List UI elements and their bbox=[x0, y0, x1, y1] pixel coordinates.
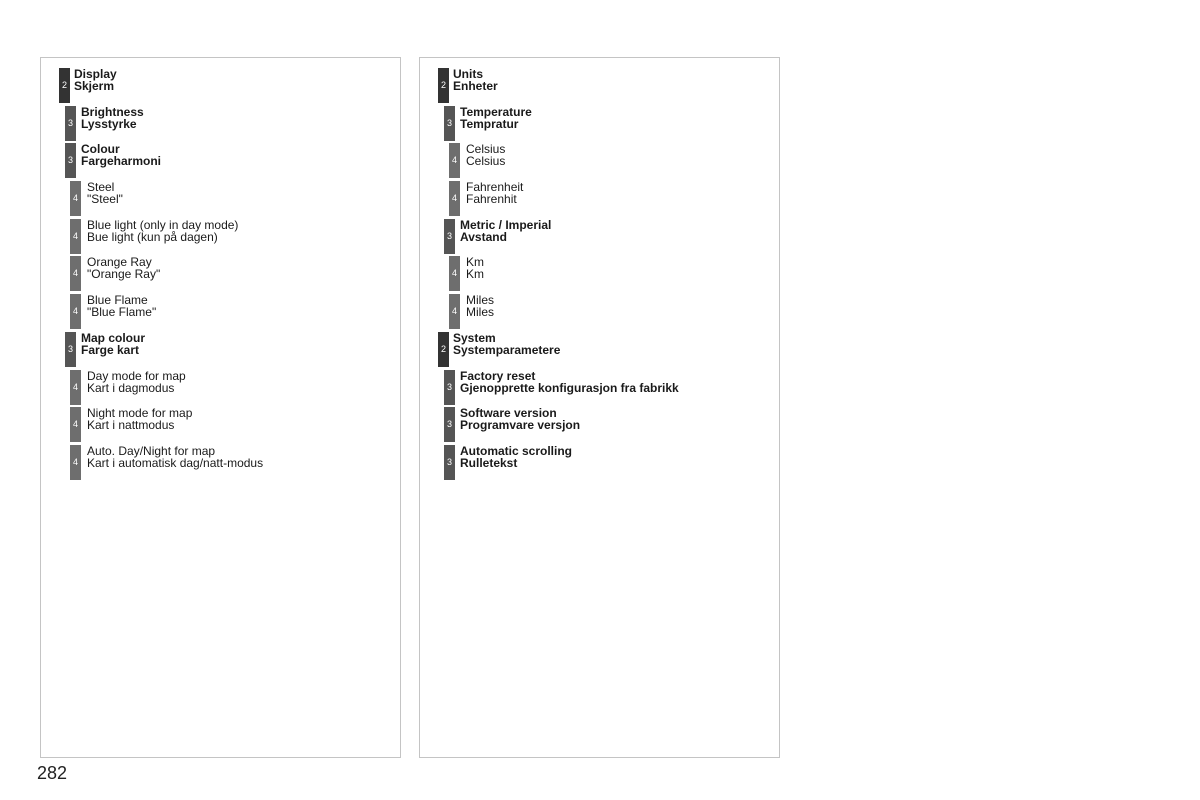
menu-item-text bbox=[81, 332, 145, 356]
menu-item-text bbox=[453, 68, 498, 92]
menu-item bbox=[41, 445, 400, 483]
menu-item-label-en: Night mode for map bbox=[87, 406, 193, 421]
menu-item-label-no: "Blue Flame" bbox=[87, 305, 157, 320]
menu-item-label-no: "Steel" bbox=[87, 192, 123, 207]
menu-item-label-en: Auto. Day/Night for map bbox=[87, 443, 216, 458]
menu-item-label-no: Enheter bbox=[453, 79, 498, 93]
menu-level-badge: 3 bbox=[65, 106, 76, 141]
menu-item-label-no: Rulletekst bbox=[460, 455, 518, 470]
menu-item-label-no: Gjenopprette konfigurasjon fra fabrikk bbox=[460, 380, 679, 395]
menu-item bbox=[41, 219, 400, 257]
menu-item bbox=[41, 256, 400, 294]
menu-item bbox=[41, 294, 400, 332]
menu-item-label-no: Kart i dagmodus bbox=[87, 380, 175, 395]
menu-item-label-no: Bue light (kun på dagen) bbox=[87, 229, 218, 244]
menu-item-label-en: Display bbox=[74, 67, 117, 81]
menu-item bbox=[420, 445, 779, 483]
menu-item-text bbox=[74, 68, 117, 92]
menu-level-badge: 4 bbox=[70, 181, 81, 216]
menu-item-text bbox=[81, 143, 161, 167]
menu-item-text bbox=[460, 106, 532, 130]
menu-item-label-en: Miles bbox=[466, 293, 495, 308]
right-menu-list bbox=[420, 68, 779, 483]
menu-item bbox=[420, 181, 779, 219]
menu-item bbox=[420, 219, 779, 257]
menu-item-text bbox=[466, 294, 494, 318]
menu-item-label-no: Tempratur bbox=[460, 116, 519, 131]
menu-level-badge: 4 bbox=[70, 407, 81, 442]
menu-item bbox=[420, 143, 779, 181]
menu-item-label-no: Km bbox=[466, 267, 484, 282]
menu-item-label-en: Automatic scrolling bbox=[460, 443, 573, 458]
menu-item-label-no: Celsius bbox=[466, 154, 506, 169]
menu-item-text bbox=[466, 256, 484, 280]
menu-item-label-no: Miles bbox=[466, 305, 495, 320]
menu-item-label-en: Celsius bbox=[466, 142, 506, 157]
menu-item-text bbox=[460, 445, 572, 469]
menu-item bbox=[420, 407, 779, 445]
menu-item bbox=[420, 370, 779, 408]
menu-item-label-en: Units bbox=[453, 67, 483, 81]
left-menu-list bbox=[41, 68, 400, 483]
menu-level-badge: 4 bbox=[70, 219, 81, 254]
menu-level-badge: 3 bbox=[65, 143, 76, 178]
menu-item bbox=[41, 370, 400, 408]
menu-item bbox=[41, 181, 400, 219]
left-menu-panel bbox=[40, 57, 401, 758]
menu-item-text bbox=[460, 219, 551, 243]
menu-item-label-en: System bbox=[453, 330, 496, 345]
menu-item-label-no: Fargeharmoni bbox=[81, 154, 162, 169]
menu-item-label-en: Metric / Imperial bbox=[460, 217, 552, 232]
menu-level-badge: 4 bbox=[449, 294, 460, 329]
menu-item-text bbox=[460, 407, 580, 431]
menu-item-label-en: Colour bbox=[81, 142, 120, 157]
menu-item bbox=[41, 143, 400, 181]
menu-item-text bbox=[81, 106, 144, 130]
menu-item-label-en: Blue Flame bbox=[87, 293, 148, 308]
menu-item-label-no: Programvare versjon bbox=[460, 418, 581, 433]
menu-item-label-en: Fahrenheit bbox=[466, 180, 524, 195]
menu-item-label-en: Map colour bbox=[81, 330, 146, 345]
menu-item-label-en: Blue light (only in day mode) bbox=[87, 217, 239, 232]
menu-level-badge: 3 bbox=[444, 219, 455, 254]
menu-item bbox=[420, 256, 779, 294]
menu-level-badge: 2 bbox=[438, 68, 449, 103]
menu-item bbox=[41, 106, 400, 144]
menu-item bbox=[420, 332, 779, 370]
menu-level-badge: 3 bbox=[444, 407, 455, 442]
menu-item-label-en: Km bbox=[466, 255, 484, 270]
menu-level-badge: 4 bbox=[70, 445, 81, 480]
menu-item-label-en: Software version bbox=[460, 406, 557, 421]
menu-item-text bbox=[460, 370, 679, 394]
menu-item-label-no: Avstand bbox=[460, 229, 507, 244]
menu-item-text bbox=[466, 181, 523, 205]
menu-level-badge: 4 bbox=[70, 370, 81, 405]
menu-item-label-en: Day mode for map bbox=[87, 368, 186, 383]
menu-level-badge: 4 bbox=[449, 181, 460, 216]
menu-item bbox=[420, 106, 779, 144]
menu-level-badge: 3 bbox=[444, 370, 455, 405]
menu-item-label-no: "Orange Ray" bbox=[87, 267, 161, 282]
menu-item-label-no: Fahrenhit bbox=[466, 192, 517, 207]
menu-level-badge: 3 bbox=[444, 445, 455, 480]
menu-level-badge: 4 bbox=[70, 294, 81, 329]
menu-item-text bbox=[87, 445, 263, 469]
menu-item-label-no: Skjerm bbox=[74, 79, 115, 93]
menu-item-text bbox=[87, 181, 123, 205]
menu-item-label-no: Lysstyrke bbox=[81, 116, 137, 131]
menu-item bbox=[420, 294, 779, 332]
menu-level-badge: 4 bbox=[70, 256, 81, 291]
page-number: 282 bbox=[37, 763, 68, 783]
menu-level-badge: 4 bbox=[449, 256, 460, 291]
menu-item-text bbox=[87, 219, 238, 243]
menu-item-label-no: Farge kart bbox=[81, 342, 140, 357]
menu-level-badge: 2 bbox=[59, 68, 70, 103]
menu-item-label-no: Kart i nattmodus bbox=[87, 418, 175, 433]
menu-item bbox=[41, 332, 400, 370]
menu-item-text bbox=[466, 143, 505, 167]
menu-level-badge: 3 bbox=[65, 332, 76, 367]
menu-item-label-no: Systemparametere bbox=[453, 342, 561, 357]
menu-item-label-no: Kart i automatisk dag/natt-modus bbox=[87, 455, 264, 470]
menu-item-label-en: Steel bbox=[87, 180, 115, 195]
menu-item-text bbox=[87, 294, 156, 318]
menu-item bbox=[420, 68, 779, 106]
menu-level-badge: 2 bbox=[438, 332, 449, 367]
menu-item-label-en: Orange Ray bbox=[87, 255, 152, 270]
menu-item-text bbox=[87, 256, 160, 280]
menu-item-label-en: Factory reset bbox=[460, 368, 536, 383]
menu-item bbox=[41, 407, 400, 445]
menu-item-text bbox=[453, 332, 560, 356]
menu-level-badge: 3 bbox=[444, 106, 455, 141]
menu-item bbox=[41, 68, 400, 106]
menu-item-text bbox=[87, 407, 192, 431]
right-menu-panel bbox=[419, 57, 780, 758]
menu-item-text bbox=[87, 370, 186, 394]
menu-item-label-en: Brightness bbox=[81, 104, 144, 119]
menu-level-badge: 4 bbox=[449, 143, 460, 178]
menu-item-label-en: Temperature bbox=[460, 104, 532, 119]
